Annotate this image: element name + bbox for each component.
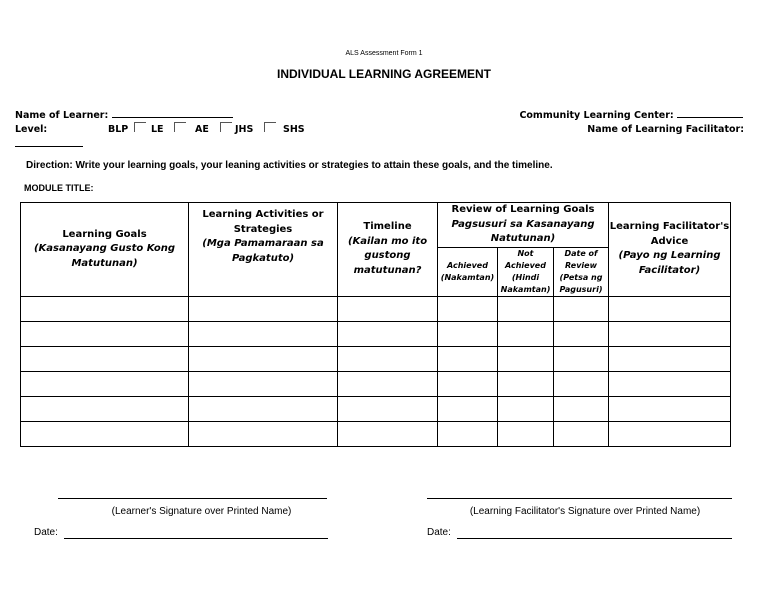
page-title: INDIVIDUAL LEARNING AGREEMENT xyxy=(276,67,491,81)
clc-field xyxy=(519,110,743,121)
header-learning-activities xyxy=(189,203,338,297)
facilitator-signature-line[interactable] xyxy=(427,498,732,499)
header-date-of-review: Date of Review (Petsa ng Pagusuri) xyxy=(554,247,609,296)
module-title-label: MODULE TITLE: xyxy=(24,183,94,193)
header-review xyxy=(438,203,609,248)
header-review-sub: Pagsusuri sa Kasanayang Natutunan) xyxy=(451,218,595,244)
header-learning-goals xyxy=(21,203,189,297)
level-checkbox-jhs[interactable] xyxy=(220,122,232,132)
level-option-blp: BLP xyxy=(108,124,129,135)
extra-blank-line xyxy=(15,146,83,147)
header-learning-goals-main: Learning Goals xyxy=(62,228,147,240)
level-option-le: LE xyxy=(151,124,164,135)
learner-signature-line[interactable] xyxy=(58,498,327,499)
header-learning-activities-sub: (Mga Pamamaraan sa Pagkatuto) xyxy=(202,238,324,264)
learner-name-label: Name of Learner: xyxy=(15,110,109,121)
header-timeline-main: Timeline xyxy=(363,221,412,233)
level-checkbox-ae[interactable] xyxy=(174,122,186,132)
header-learning-goals-sub: (Kasanayang Gusto Kong Matutunan) xyxy=(33,243,176,269)
learning-agreement-table xyxy=(20,202,731,447)
header-timeline-sub: (Kailan mo ito gustong matutunan? xyxy=(347,235,428,276)
level-checkbox-shs[interactable] xyxy=(264,122,276,132)
learner-date-label: Date: xyxy=(34,527,58,538)
learner-date-line[interactable] xyxy=(64,538,328,539)
facilitator-name-label: Name of Learning Facilitator: xyxy=(587,124,744,135)
learner-signature-caption: (Learner's Signature over Printed Name) xyxy=(111,506,292,517)
level-option-ae: AE xyxy=(195,124,209,135)
table-row xyxy=(21,421,731,446)
header-not-achieved: Not Achieved (Hindi Nakamtan) xyxy=(498,247,554,296)
direction-text: Direction: Write your learning goals, your leaning activities or strategies to attain these goals, and the timeline. xyxy=(26,160,553,171)
table-row xyxy=(21,346,731,371)
clc-line[interactable] xyxy=(677,117,743,118)
header-review-main: Review of Learning Goals xyxy=(451,204,595,215)
header-achieved: Achieved (Nakamtan) xyxy=(438,247,498,296)
facilitator-date-line[interactable] xyxy=(457,538,732,539)
header-timeline xyxy=(338,203,438,297)
header-facilitator-advice-sub: (Payo ng Learning Facilitator) xyxy=(618,250,721,276)
learner-name-field xyxy=(15,110,233,121)
table-row xyxy=(21,396,731,421)
table-row xyxy=(21,296,731,321)
header-facilitator-advice xyxy=(609,203,731,297)
learner-name-line[interactable] xyxy=(112,117,233,118)
table-row xyxy=(21,371,731,396)
level-option-jhs: JHS xyxy=(235,124,254,135)
level-label: Level: xyxy=(15,124,48,135)
facilitator-signature-caption: (Learning Facilitator's Signature over Printed Name) xyxy=(469,506,701,517)
clc-label: Community Learning Center: xyxy=(519,110,674,121)
form-number: ALS Assessment Form 1 xyxy=(345,50,423,57)
header-learning-activities-main: Learning Activities or Strategies xyxy=(202,209,324,235)
level-checkbox-le[interactable] xyxy=(134,122,146,132)
header-facilitator-advice-main: Learning Facilitator's Advice xyxy=(609,221,730,247)
table-row xyxy=(21,321,731,346)
facilitator-date-label: Date: xyxy=(427,527,451,538)
level-option-shs: SHS xyxy=(283,124,305,135)
